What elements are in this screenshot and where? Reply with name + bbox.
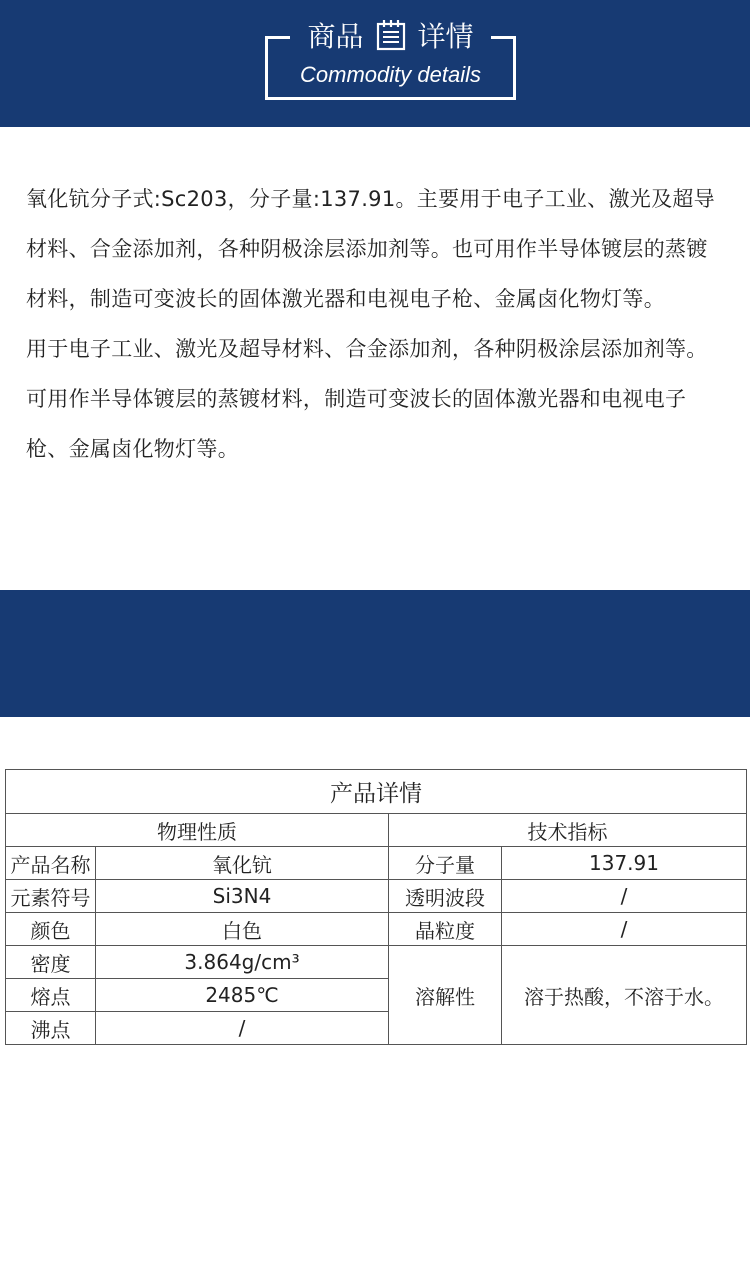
banner-subtitle: Commodity details — [300, 62, 481, 87]
molecule-icon — [373, 1197, 413, 1238]
product-description — [26, 174, 726, 474]
row-value: / — [96, 1012, 389, 1045]
row-value: 溶于热酸，不溶于水。 — [502, 946, 747, 1045]
row-value: 3.864g/cm³ — [96, 946, 389, 979]
table-row — [6, 880, 747, 913]
row-label: 晶粒度 — [389, 913, 502, 946]
banner-title — [265, 20, 516, 54]
row-label: 元素符号 — [6, 880, 96, 913]
row-label: 沸点 — [6, 1012, 96, 1045]
row-label: 颜色 — [6, 913, 96, 946]
product-spec-table — [5, 769, 747, 1045]
description-paragraph: 氧化钪分子式:Sc203，分子量:137.91。主要用于电子工业、激光及超导材料、合金添加剂，各种阴极涂层添加剂等。也可用作半导体镀层的蒸镀材料，制造可变波长的固体激光器和电视电子枪、金属卤化物灯等。 — [26, 187, 715, 311]
banner-title — [267, 1200, 519, 1234]
row-value: Si3N4 — [96, 880, 389, 913]
technical-specs-header: 技术指标 — [389, 814, 747, 847]
row-label: 溶解性 — [389, 946, 502, 1045]
row-value: 137.91 — [502, 847, 747, 880]
banner-title-left: 商品 — [307, 20, 364, 53]
banner-title-right: 详情 — [425, 1200, 482, 1233]
commodity-details-banner — [0, 0, 750, 127]
row-label: 密度 — [6, 946, 96, 979]
row-value: / — [502, 913, 747, 946]
physical-properties-header: 物理性质 — [6, 814, 389, 847]
banner-title-left: 产品 — [304, 1200, 361, 1233]
row-label: 分子量 — [389, 847, 502, 880]
banner-title-right: 详情 — [417, 20, 474, 53]
row-label: 产品名称 — [6, 847, 96, 880]
table-row — [6, 913, 747, 946]
table-row — [6, 946, 747, 979]
row-value: 2485℃ — [96, 979, 389, 1012]
table-row — [6, 847, 747, 880]
banner-subtitle: Chemical composition — [285, 1242, 501, 1267]
row-value: / — [502, 880, 747, 913]
row-label: 熔点 — [6, 979, 96, 1012]
row-value: 白色 — [96, 913, 389, 946]
notepad-icon — [376, 19, 406, 56]
row-value: 氧化钪 — [96, 847, 389, 880]
table-title: 产品详情 — [6, 770, 747, 814]
description-paragraph: 用于电子工业、激光及超导材料、合金添加剂，各种阴极涂层添加剂等。可用作半导体镀层的蒸镀材料，制造可变波长的固体激光器和电视电子枪、金属卤化物灯等。 — [26, 337, 708, 461]
row-label: 透明波段 — [389, 880, 502, 913]
